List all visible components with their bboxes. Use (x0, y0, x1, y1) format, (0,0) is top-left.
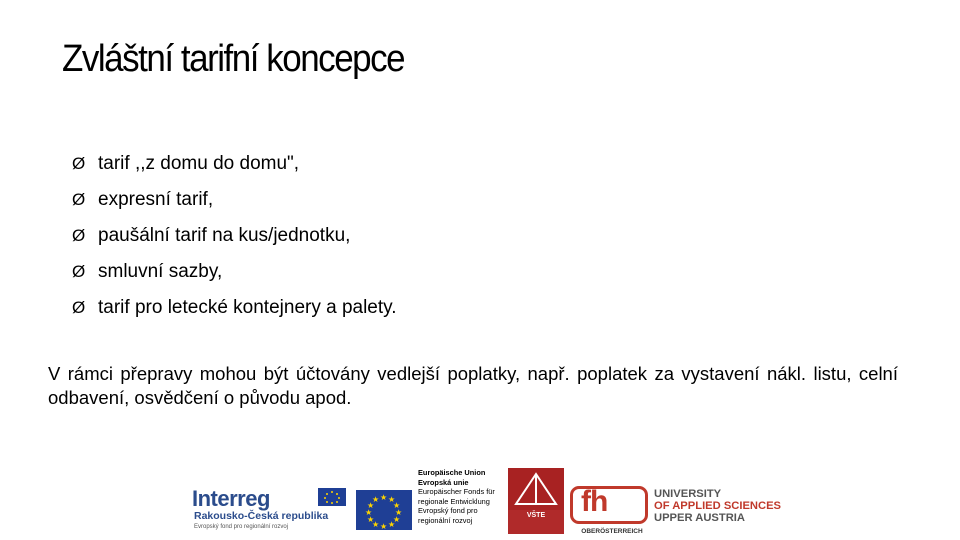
eu-flag-icon: ★ ★ ★ ★ ★ ★ ★ ★ ★ ★ ★ ★ (356, 490, 412, 530)
eu-line: Evropský fond pro (418, 506, 478, 516)
bullet-text: expresní tarif, (98, 189, 214, 210)
eu-line: Europäischer Fonds für (418, 487, 495, 497)
vste-label: VŠTE (526, 512, 546, 519)
arrow-bullet-icon: Ø (72, 262, 86, 281)
list-item (72, 146, 397, 182)
uas-line: UNIVERSITY (654, 488, 722, 500)
eu-fund-text (418, 468, 495, 526)
interreg-wordmark: Interreg (192, 486, 270, 511)
list-item (72, 218, 397, 254)
slide-title: Zvláštní tarifní koncepce (62, 38, 405, 80)
list-item (72, 254, 397, 290)
bullet-text: tarif pro letecké kontejnery a palety. (98, 297, 397, 318)
bullet-text: paušální tarif na kus/jednotku, (98, 225, 351, 246)
list-item (72, 182, 397, 218)
fh-subtitle: OBERÖSTERREICH (581, 528, 643, 535)
eu-line: regionale Entwicklung (418, 496, 490, 506)
eu-flag-small-icon (318, 488, 346, 506)
arrow-bullet-icon: Ø (72, 190, 86, 209)
university-name (654, 488, 781, 524)
fh-logo (570, 485, 648, 535)
interreg-small-text: Evropský fond pro regionální rozvoj (194, 524, 289, 530)
arrow-bullet-icon: Ø (72, 298, 86, 317)
uas-line: OF APPLIED SCIENCES (654, 500, 782, 512)
arrow-bullet-icon: Ø (72, 226, 86, 245)
eu-line: regionální rozvoj (418, 515, 473, 525)
list-item (72, 290, 397, 326)
uas-line: UPPER AUSTRIA (654, 512, 745, 524)
bullet-text: tarif ,,z domu do domu", (98, 153, 300, 174)
bullet-list (72, 146, 397, 326)
logo-strip (0, 460, 960, 540)
eu-line: Europäische Union (418, 468, 486, 477)
body-paragraph: V rámci přepravy mohou být účtovány vedlejší poplatky, např. poplatek za vystavení nákl. listu, celní odbavení, osvědčení o původu apod. (48, 363, 898, 408)
eu-line: Evropská unie (418, 477, 469, 487)
arrow-bullet-icon: Ø (72, 154, 86, 173)
vste-logo (508, 468, 564, 534)
interreg-subtitle: Rakousko-Česká republika (194, 510, 329, 522)
bullet-text: smluvní sazby, (98, 261, 223, 282)
fh-wordmark: fh (581, 485, 608, 518)
